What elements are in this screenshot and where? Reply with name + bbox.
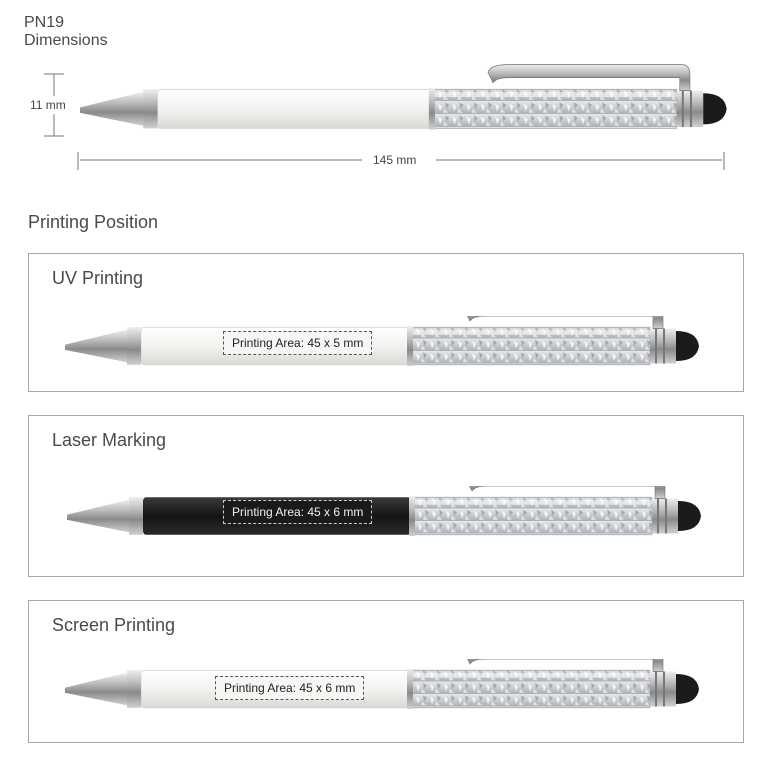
panel-screen-printing xyxy=(28,600,744,743)
pen-screen-printing xyxy=(63,659,733,719)
length-dimension-label: 145 mm xyxy=(373,153,417,167)
height-dimension-label: 11 mm xyxy=(30,98,66,112)
printing-position-title: Printing Position xyxy=(28,212,159,232)
panel-laser-marking xyxy=(28,415,744,577)
panel-uv-printing xyxy=(28,253,744,392)
method-title: UV Printing xyxy=(52,268,144,288)
printing-area-label: Printing Area: 45 x 5 mm xyxy=(223,331,372,355)
printing-area-label: Printing Area: 45 x 6 mm xyxy=(223,500,372,524)
method-title: Screen Printing xyxy=(52,615,176,635)
pen-dimension xyxy=(80,65,727,130)
pen-uv-printing xyxy=(63,316,733,376)
pen-laser-marking xyxy=(65,486,735,546)
printing-area-label: Printing Area: 45 x 6 mm xyxy=(215,676,364,700)
dimensions-label: Dimensions xyxy=(24,32,108,49)
model-label: PN19 xyxy=(24,14,65,31)
method-title: Laser Marking xyxy=(52,430,167,450)
